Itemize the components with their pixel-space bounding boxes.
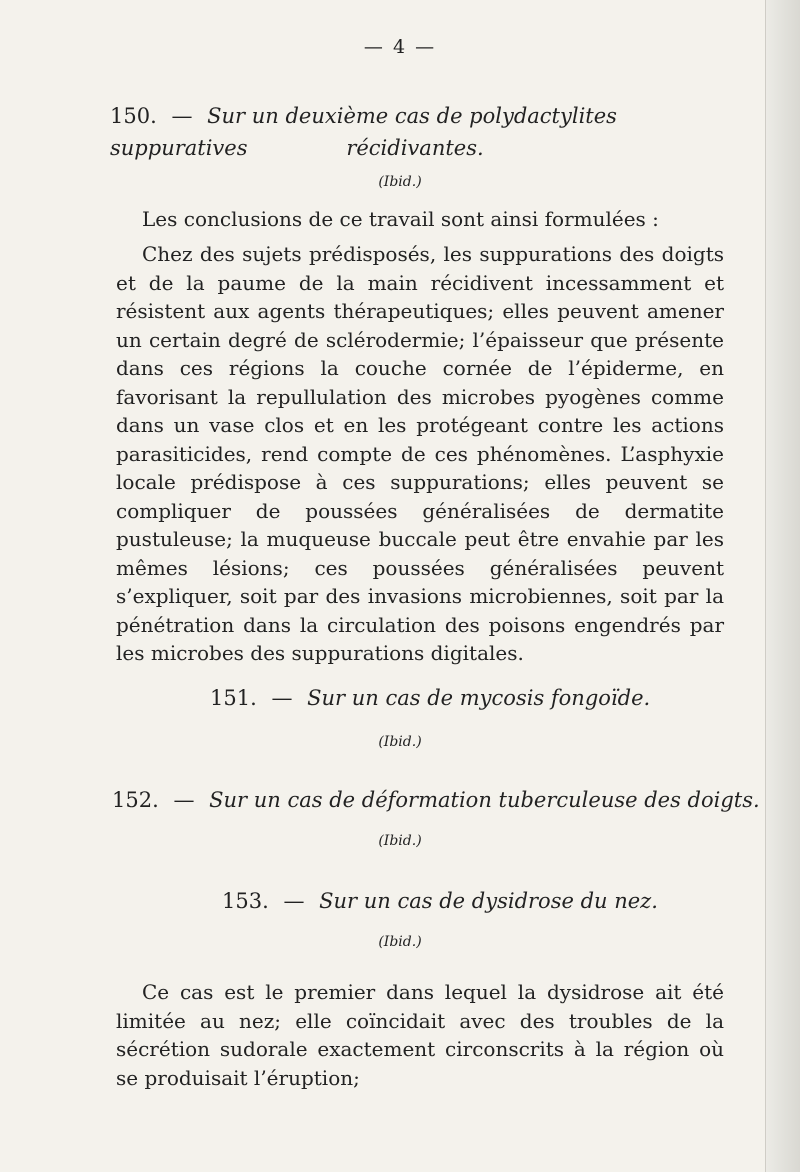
entry-title-text: Sur un cas de mycosis fongoïde. xyxy=(307,686,651,710)
entry-dash: — xyxy=(173,788,195,812)
entry-number: 151. xyxy=(210,686,257,710)
entry-151-title xyxy=(210,682,710,714)
entry-153-ibid: (Ibid.) xyxy=(378,934,422,950)
entry-number: 153. xyxy=(222,889,269,913)
entry-title-line2: récidivantes. xyxy=(346,136,484,160)
entry-152-title xyxy=(112,784,762,816)
page-number: — 4 — xyxy=(363,36,437,58)
paragraph-dysidrose xyxy=(116,978,724,1092)
entry-dash: — xyxy=(283,889,305,913)
paragraph-text: Ce cas est le premier dans lequel la dysidrose ait été limitée au nez; elle coïncidait avec des troubles de la sécrétion sudorale exactement circonscrits à la région où se produisait l’éruption; xyxy=(116,980,724,1090)
entry-title-text: Sur un cas de dysidrose du nez. xyxy=(319,889,658,913)
paragraph-text: Les conclusions de ce travail sont ainsi formulées : xyxy=(142,207,659,231)
paragraph-conclusions-intro xyxy=(116,205,724,234)
entry-150-ibid: (Ibid.) xyxy=(378,174,422,190)
entry-150-title-cont xyxy=(0,132,800,164)
entry-title-text: Sur un cas de déformation tuberculeuse des doigts. xyxy=(209,788,760,812)
entry-152-ibid: (Ibid.) xyxy=(378,833,422,849)
entry-153-title xyxy=(222,885,722,917)
entry-number: 152. xyxy=(112,788,159,812)
entry-number: 150. xyxy=(110,104,157,128)
entry-title-line1: Sur un deuxième cas de polydactylites suppuratives xyxy=(110,104,617,160)
entry-dash: — xyxy=(271,686,293,710)
entry-151-ibid: (Ibid.) xyxy=(378,734,422,750)
paragraph-text: Chez des sujets prédisposés, les suppurations des doigts et de la paume de la main récidivent incessamment et résistent aux agents thérapeutiques; elles peuvent amener un certain degré de sclérodermie; l’épaisseur que présente dans ces régions la couche cornée de l’épiderme, en favorisant la repullulation des microbes pyogènes comme dans un vase clos et en les protégeant contre les actions parasiticides, rend compte de ces phénomènes. L’asphyxie locale prédispose à ces suppurations; elles peuvent se compliquer de poussées généralisées de dermatite pustuleuse; la muqueuse buccale peut être envahie par les mêmes lésions; ces poussées généralisées peuvent s’expliquer, soit par des invasions microbiennes, soit par la pénétration dans la circulation des poisons engendrés par les microbes des suppurations digitales. xyxy=(116,242,724,665)
entry-dash: — xyxy=(171,104,193,128)
paragraph-conclusions-body xyxy=(116,240,724,668)
